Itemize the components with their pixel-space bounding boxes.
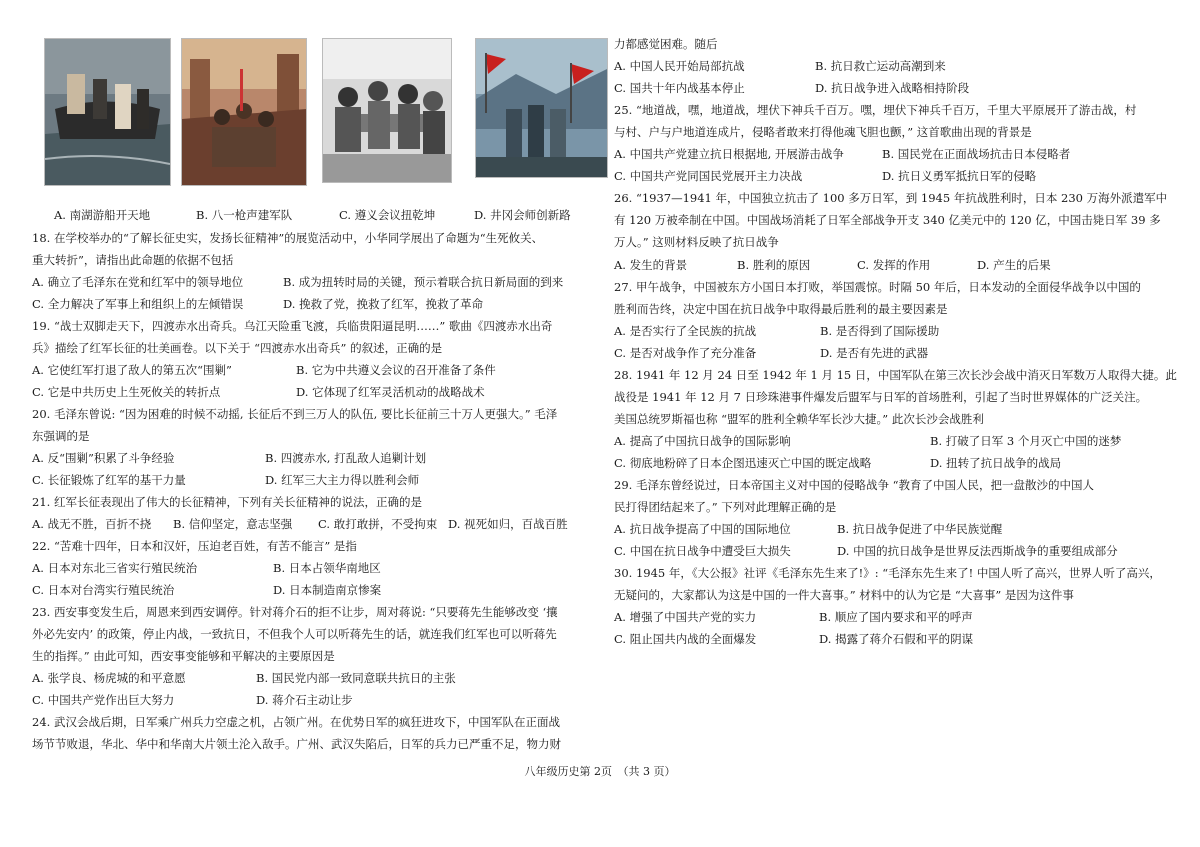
q28-option-b: B. 打破了日军 3 个月灭亡中国的迷梦 bbox=[930, 434, 1122, 448]
q29-option-c: C. 中国在抗日战争中遭受巨大损失 bbox=[614, 544, 791, 558]
q24-option-b: B. 抗日救亡运动高潮到来 bbox=[815, 59, 946, 73]
q21-option-a: A. 战无不胜，百折不挠 bbox=[32, 517, 152, 531]
q19-stem-1: 19. “战士双脚走天下，四渡赤水出奇兵。乌江天险重飞渡，兵临贵阳逼昆明……” 歌曲《四渡赤水出奇 bbox=[32, 319, 553, 333]
q21-option-c: C. 敢打敢拼，不受拘束 bbox=[318, 517, 438, 531]
q28-stem-1: 28. 1941 年 12 月 24 日至 1942 年 1 月 15 日，中国军队在第三次长沙会战中消灭日军数万人取得大捷。此 bbox=[614, 368, 1177, 382]
q23-stem-3: 生的指挥。” 由此可知，西安事变能够和平解决的主要原因是 bbox=[32, 649, 335, 663]
q20-option-a: A. 反“围剿”积累了斗争经验 bbox=[32, 451, 175, 465]
left-column bbox=[28, 0, 600, 760]
q18-option-a: A. 确立了毛泽东在党和红军中的领导地位 bbox=[32, 275, 244, 289]
q24-option-c: C. 国共十年内战基本停止 bbox=[614, 81, 745, 95]
q20-option-b: B. 四渡赤水, 打乱敌人追剿计划 bbox=[265, 451, 427, 465]
page-number: 八年级历史第 2页 （共 3 页） bbox=[524, 765, 676, 778]
q22-option-a: A. 日本对东北三省实行殖民统治 bbox=[32, 561, 198, 575]
picture-nanhu-boat bbox=[44, 38, 171, 186]
q26-option-a: A. 发生的背景 bbox=[614, 258, 688, 272]
q23-stem-2: 外必先安内’ 的政策，停止内战，一致抗日，不但我个人可以听蒋先生的话，就连我们红军也可以听蒋先 bbox=[32, 627, 557, 641]
q28-stem-2: 战役是 1941 年 12 月 7 日珍珠港事件爆发后盟军与日军的首场胜利，引起了当时世界媒体的广泛关注。 bbox=[614, 390, 1148, 404]
q25-option-b: B. 国民党在正面战场抗击日本侵略者 bbox=[882, 147, 1071, 161]
picture-captions bbox=[28, 207, 600, 227]
q29-stem-1: 29. 毛泽东曾经说过，日本帝国主义对中国的侵略战争 “教育了中国人民，把一盘散沙的中国人 bbox=[614, 478, 1094, 492]
q25-option-c: C. 中国共产党同国民党展开主力决战 bbox=[614, 169, 803, 183]
q20-stem-1: 20. 毛泽东曾说: “因为困难的时候不动摇, 长征后不到三万人的队伍, 要比长征前三十万人更强大。” 毛泽 bbox=[32, 407, 558, 421]
picture-jinggang-meeting bbox=[475, 38, 608, 178]
q18-option-d: D. 挽救了党，挽救了红军，挽救了革命 bbox=[283, 297, 484, 311]
q18-stem-2: 重大转折”，请指出此命题的依据不包括 bbox=[32, 253, 234, 267]
q24-option-a: A. 中国人民开始局部抗战 bbox=[614, 59, 745, 73]
q23-option-c: C. 中国共产党作出巨大努力 bbox=[32, 693, 175, 707]
q27-option-d: D. 是否有先进的武器 bbox=[820, 346, 929, 360]
q19-option-a: A. 它使红军打退了敌人的第五次“围剿” bbox=[32, 363, 232, 377]
right-column bbox=[612, 0, 1177, 760]
q23-option-d: D. 蒋介石主动让步 bbox=[256, 693, 353, 707]
q27-option-b: B. 是否得到了国际援助 bbox=[820, 324, 940, 338]
q21-option-d: D. 视死如归，百战百胜 bbox=[448, 517, 568, 531]
q22-option-b: B. 日本占领华南地区 bbox=[273, 561, 381, 575]
q18-option-b: B. 成为扭转时局的关键，预示着联合抗日新局面的到来 bbox=[283, 275, 564, 289]
q27-option-a: A. 是否实行了全民族的抗战 bbox=[614, 324, 757, 338]
picture-nanchang-uprising bbox=[181, 38, 307, 186]
q29-option-b: B. 抗日战争促进了中华民族觉醒 bbox=[837, 522, 1003, 536]
q23-option-b: B. 国民党内部一致同意联共抗日的主张 bbox=[256, 671, 456, 685]
picture-zunyi-meeting bbox=[322, 38, 452, 183]
q30-stem-1: 30. 1945 年，《大公报》社评《毛泽东先生来了!》: “毛泽东先生来了! 中国人听了高兴，世界人听了高兴， bbox=[614, 566, 1161, 580]
picture-row bbox=[44, 38, 606, 188]
q24-option-d: D. 抗日战争进入战略相持阶段 bbox=[815, 81, 970, 95]
q30-stem-2: 无疑问的，大家都认为这是中国的一件大喜事。” 材料中的认为它是 “大喜事” 是因为这件事 bbox=[614, 588, 1074, 602]
q26-option-c: C. 发挥的作用 bbox=[857, 258, 931, 272]
q30-option-a: A. 增强了中国共产党的实力 bbox=[614, 610, 757, 624]
q25-option-d: D. 抗日义勇军抵抗日军的侵略 bbox=[882, 169, 1037, 183]
q21-option-b: B. 信仰坚定，意志坚强 bbox=[173, 517, 293, 531]
q21-stem-1: 21. 红军长征表现出了伟大的长征精神，下列有关长征精神的说法，正确的是 bbox=[32, 495, 422, 509]
q26-stem-2: 有 120 万被牵制在中国。中国战场消耗了日军全部战争开支 340 亿美元中的 120 亿，中国击毙日军 39 多 bbox=[614, 213, 1161, 227]
q26-stem-1: 26. “1937—1941 年，中国独立抗击了 100 多万日军，到 1945 年抗战胜利时，日本 230 万海外派遣军中 bbox=[614, 191, 1168, 205]
q22-option-d: D. 日本制造南京惨案 bbox=[273, 583, 382, 597]
q27-option-c: C. 是否对战争作了充分准备 bbox=[614, 346, 757, 360]
q28-option-c: C. 彻底地粉碎了日本企图迅速灭亡中国的既定战略 bbox=[614, 456, 872, 470]
q24-stem-2: 场节节败退，华北、华中和华南大片领土沦入敌手。广州、武汉失陷后，日军的兵力已严重不足，物力财 bbox=[32, 737, 561, 751]
q19-option-c: C. 它是中共历史上生死攸关的转折点 bbox=[32, 385, 221, 399]
caption-a: A. 南湖游船开天地 bbox=[54, 208, 151, 222]
q19-option-b: B. 它为中共遵义会议的召开准备了条件 bbox=[296, 363, 496, 377]
q29-option-a: A. 抗日战争提高了中国的国际地位 bbox=[614, 522, 791, 536]
q22-option-c: C. 日本对台湾实行殖民统治 bbox=[32, 583, 175, 597]
caption-b: B. 八一枪声建军队 bbox=[196, 208, 293, 222]
q26-option-b: B. 胜利的原因 bbox=[737, 258, 811, 272]
q22-stem-1: 22. “苦难十四年，日本和汉奸，压迫老百姓，有苦不能言” 是指 bbox=[32, 539, 357, 553]
q30-option-b: B. 顺应了国内要求和平的呼声 bbox=[819, 610, 973, 624]
q27-stem-2: 胜利而告终，决定中国在抗日战争中取得最后胜利的最主要因素是 bbox=[614, 302, 948, 316]
q24-stem-1: 24. 武汉会战后期，日军乘广州兵力空虚之机，占领广州。在优势日军的疯狂进攻下，中国军队在正面战 bbox=[32, 715, 560, 729]
q28-stem-3: 美国总统罗斯福也称 “盟军的胜利全赖华军长沙大捷。” 此次长沙会战胜利 bbox=[614, 412, 984, 426]
page-footer bbox=[0, 763, 1200, 779]
q26-stem-3: 万人。” 这则材料反映了抗日战争 bbox=[614, 235, 779, 249]
q28-option-a: A. 提高了中国抗日战争的国际影响 bbox=[614, 434, 791, 448]
caption-d: D. 井冈会师创新路 bbox=[474, 208, 571, 222]
q20-option-c: C. 长征锻炼了红军的基干力量 bbox=[32, 473, 186, 487]
q19-stem-2: 兵》描绘了红军长征的壮美画卷。以下关于 “四渡赤水出奇兵” 的叙述，正确的是 bbox=[32, 341, 443, 355]
q20-stem-2: 东强调的是 bbox=[32, 429, 90, 443]
q18-stem-1: 18. 在学校举办的“了解长征史实，发扬长征精神”的展览活动中，小华同学展出了命题为“生死攸关、 bbox=[32, 231, 544, 245]
q24-stem-3: 力都感觉困难。随后 bbox=[614, 37, 718, 51]
q29-stem-2: 民打得团结起来了。” 下列对此理解正确的是 bbox=[614, 500, 837, 514]
q19-option-d: D. 它体现了红军灵活机动的战略战术 bbox=[296, 385, 485, 399]
q29-option-d: D. 中国的抗日战争是世界反法西斯战争的重要组成部分 bbox=[837, 544, 1118, 558]
q20-option-d: D. 红军三大主力得以胜利会师 bbox=[265, 473, 420, 487]
q30-option-d: D. 揭露了蒋介石假和平的阴谋 bbox=[819, 632, 974, 646]
caption-c: C. 遵义会议扭乾坤 bbox=[339, 208, 436, 222]
q28-option-d: D. 扭转了抗日战争的战局 bbox=[930, 456, 1062, 470]
q23-option-a: A. 张学良、杨虎城的和平意愿 bbox=[32, 671, 186, 685]
q30-option-c: C. 阻止国共内战的全面爆发 bbox=[614, 632, 757, 646]
q26-option-d: D. 产生的后果 bbox=[977, 258, 1051, 272]
q27-stem-1: 27. 甲午战争，中国被东方小国日本打败，举国震惊。时隔 50 年后，日本发动的全面侵华战争以中国的 bbox=[614, 280, 1141, 294]
q25-stem-1: 25. “地道战，嘿，地道战，埋伏下神兵千百万。嘿，埋伏下神兵千百万，千里大平原展开了游击战，村 bbox=[614, 103, 1137, 117]
q23-stem-1: 23. 西安事变发生后，周恩来到西安调停。针对蒋介石的拒不让步，周对蒋说: “只要蒋先生能够改变 ‘攘 bbox=[32, 605, 558, 619]
q25-stem-2: 与村、户与户地道连成片，侵略者敢来打得他魂飞胆也颤，” 这首歌曲出现的背景是 bbox=[614, 125, 1032, 139]
q18-option-c: C. 全力解决了军事上和组织上的左倾错误 bbox=[32, 297, 244, 311]
q25-option-a: A. 中国共产党建立抗日根据地, 开展游击战争 bbox=[614, 147, 844, 161]
